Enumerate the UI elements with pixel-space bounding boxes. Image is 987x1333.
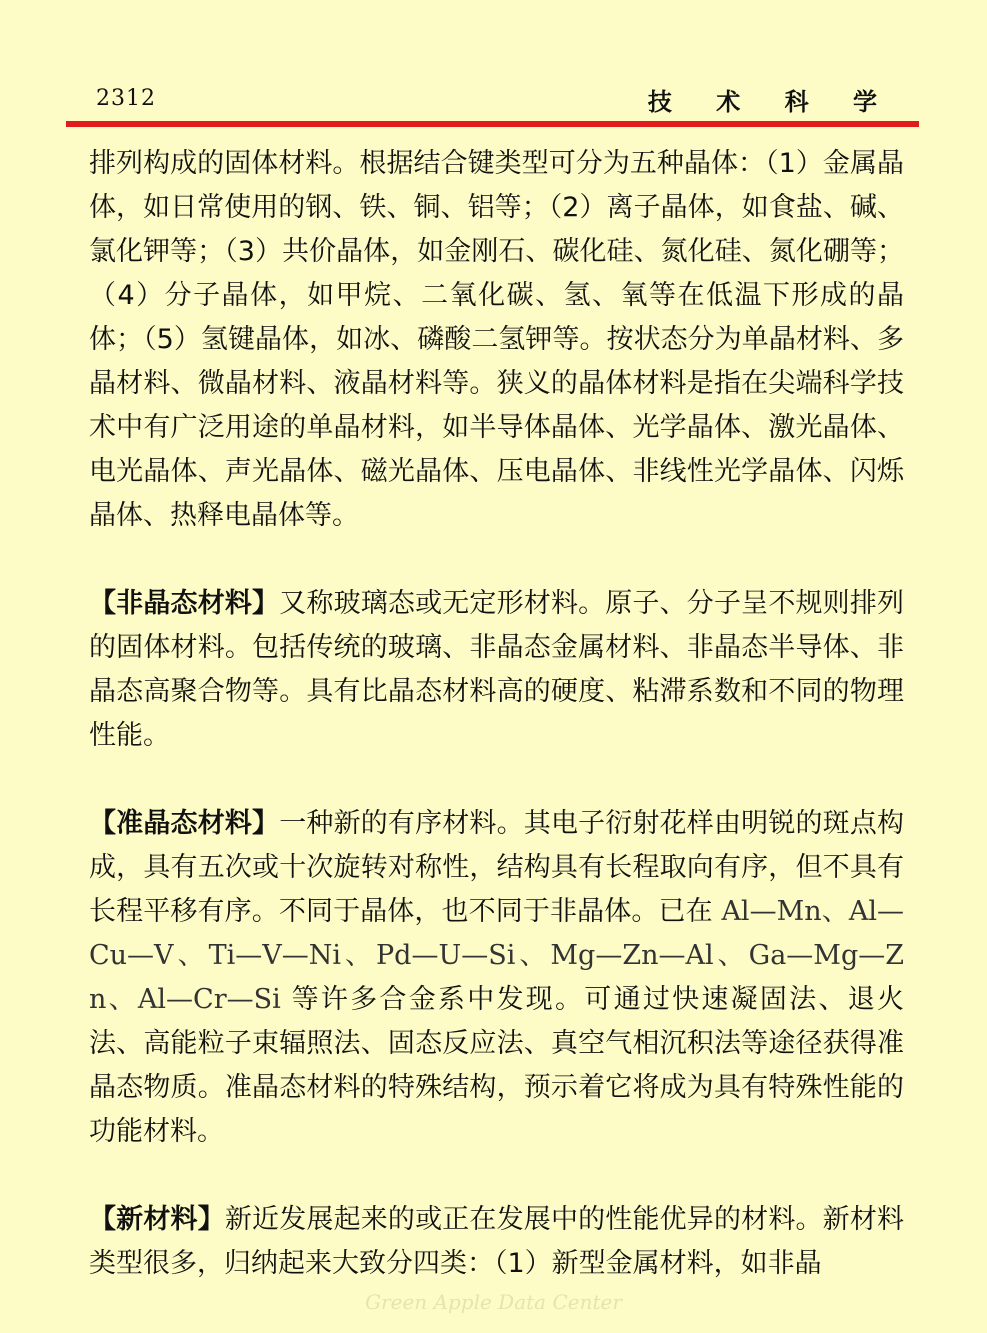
entry-definition-continued: 等许多合金系中发现。可通过快速凝固法、退火法、高能粒子束辐照法、固态反应法、真空气相沉积法等途径获得准晶态物质。准晶态材料的特殊结构，预示着它将成为具有特殊性能的功能材料。 [89,984,904,1147]
paragraph-gap [89,758,904,802]
entry-amorphous-materials [89,582,904,758]
entry-new-materials [89,1198,904,1286]
paragraph-gap [89,1154,904,1198]
header-rule [66,121,919,127]
entry-quasicrystal-materials [89,802,904,1154]
entry-definition: 又称玻璃态或无定形材料。原子、分子呈不规则排列的固体材料。包括传统的玻璃、非晶态金属材料、非晶态半导体、非晶态高聚合物等。具有比晶态材料高的硬度、粘滞系数和不同的物理性能。 [89,588,905,751]
paragraph-gap [89,538,904,582]
page-number: 2312 [96,86,156,111]
entry-term: 【非晶态材料】 [89,588,280,619]
article-body [89,142,904,1286]
alloy-formulas: Al—Mn、Al—Cu—V、Ti—V—Ni、Pd—U—Si、Mg—Zn—Al、Ga—Mg—Zn、Al—Cr—Si [89,896,904,1015]
paragraph-crystal-materials: 排列构成的固体材料。根据结合键类型可分为五种晶体：（1）金属晶体，如日常使用的钢、铁、铜、铝等；（2）离子晶体，如食盐、碱、氯化钾等；（3）共价晶体，如金刚石、碳化硅、氮化硅、氮化硼等；（4）分子晶体，如甲烷、二氧化碳、氢、氧等在低温下形成的晶体；（5）氢键晶体，如冰、磷酸二氢钾等。按状态分为单晶材料、多晶材料、微晶材料、液晶材料等。狭义的晶体材料是指在尖端科学技术中有广泛用途的单晶材料，如半导体晶体、光学晶体、激光晶体、电光晶体、声光晶体、磁光晶体、压电晶体、非线性光学晶体、闪烁晶体、热释电晶体等。 [89,148,904,531]
entry-definition: 一种新的有序材料。其电子衍射花样由明锐的斑点构成，具有五次或十次旋转对称性，结构具有长程取向有序，但不具有长程平移有序。不同于晶体，也不同于非晶体。已在 [89,808,905,927]
entry-term: 【新材料】 [89,1204,225,1235]
watermark: Green Apple Data Center [365,1290,622,1314]
entry-definition: 新近发展起来的或正在发展中的性能优异的材料。新材料类型很多，归纳起来大致分四类：（1）新型金属材料，如非晶 [89,1204,905,1279]
entry-term: 【准晶态材料】 [89,808,280,839]
journal-title: 技 术 科 学 [647,88,895,116]
page-header [0,0,987,130]
